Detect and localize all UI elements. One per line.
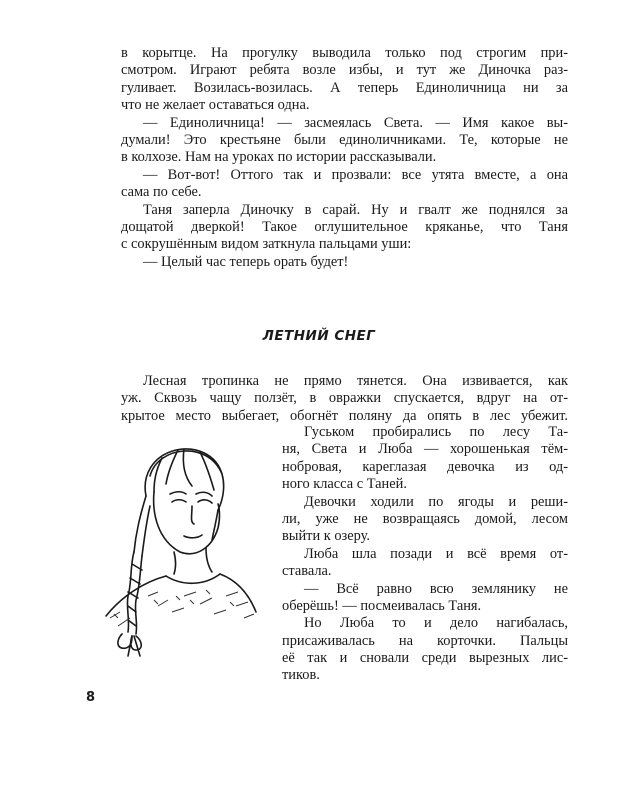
text-line: дощатой дверкой! Такое оглушительное кряканье, что Таня xyxy=(121,218,568,235)
text-line: Гуськом пробирались по лесу Та- xyxy=(304,424,568,440)
text-line: её так и сновали среди вырезных лис- xyxy=(282,650,568,667)
text-line: что не желает оставаться одна. xyxy=(121,97,310,114)
text-line: оберёшь! — посмеивалась Таня. xyxy=(282,597,482,614)
text-line: — Всё равно всю землянику не xyxy=(304,580,568,597)
full-paragraph xyxy=(121,373,568,425)
text-line: ли, уже не возвращаясь домой, лесом xyxy=(282,510,568,527)
text-line: — Единоличница! — засмеялась Света. — Имя какое вы- xyxy=(143,114,568,131)
text-line: Лесная тропинка не прямо тянется. Она извивается, как xyxy=(143,373,568,389)
text-line: ня, Света и Люба — хорошенькая тём- xyxy=(282,441,568,458)
text-line: тиков. xyxy=(282,667,320,684)
text-line: ного класса с Таней. xyxy=(282,476,407,493)
girl-with-braids-illustration xyxy=(88,436,264,658)
text-line: Девочки ходили по ягоды и реши- xyxy=(304,493,568,510)
text-line: присаживалась на корточки. Пальцы xyxy=(282,632,568,649)
text-line: Таня заперла Диночку в сарай. Ну и гвалт же поднялся за xyxy=(143,201,568,218)
text-line: крытое место выбегает, обогнёт поляну да опять в лес убежит. xyxy=(121,407,568,424)
narrow-text-block xyxy=(282,424,568,685)
text-line: — Целый час теперь орать будет! xyxy=(143,253,349,270)
text-line: думали! Это крестьяне были единоличниками. Те, которые не xyxy=(121,131,568,148)
text-line: — Вот-вот! Оттого так и прозвали: все утята вместе, а она xyxy=(143,166,568,183)
text-line: смотром. Играют ребята возле избы, и тут же Диночка раз- xyxy=(121,62,568,79)
text-line: нобровая, кареглазая девочка из од- xyxy=(282,458,568,475)
text-line: Люба шла позади и всё время от- xyxy=(304,545,568,562)
chapter-heading: ЛЕТНИЙ СНЕГ xyxy=(262,328,376,344)
text-line: ставала. xyxy=(282,563,332,580)
text-line: в корытце. На прогулку выводила только под строгим при- xyxy=(121,45,568,61)
text-line: с сокрушённым видом заткнула пальцами уши: xyxy=(121,236,412,253)
top-text-block xyxy=(121,45,568,271)
text-line: выйти к озеру. xyxy=(282,528,370,545)
text-line: Но Люба то и дело нагибалась, xyxy=(304,615,568,632)
text-line: уж. Сквозь чащу ползёт, в овражки спускается, вдруг на от- xyxy=(121,390,568,407)
text-line: в колхозе. Нам на уроках по истории рассказывали. xyxy=(121,149,437,166)
page-number: 8 xyxy=(86,690,96,705)
text-line: сама по себе. xyxy=(121,184,202,201)
text-line: гуливает. Возилась-возилась. А теперь Единоличница ни за xyxy=(121,79,568,96)
